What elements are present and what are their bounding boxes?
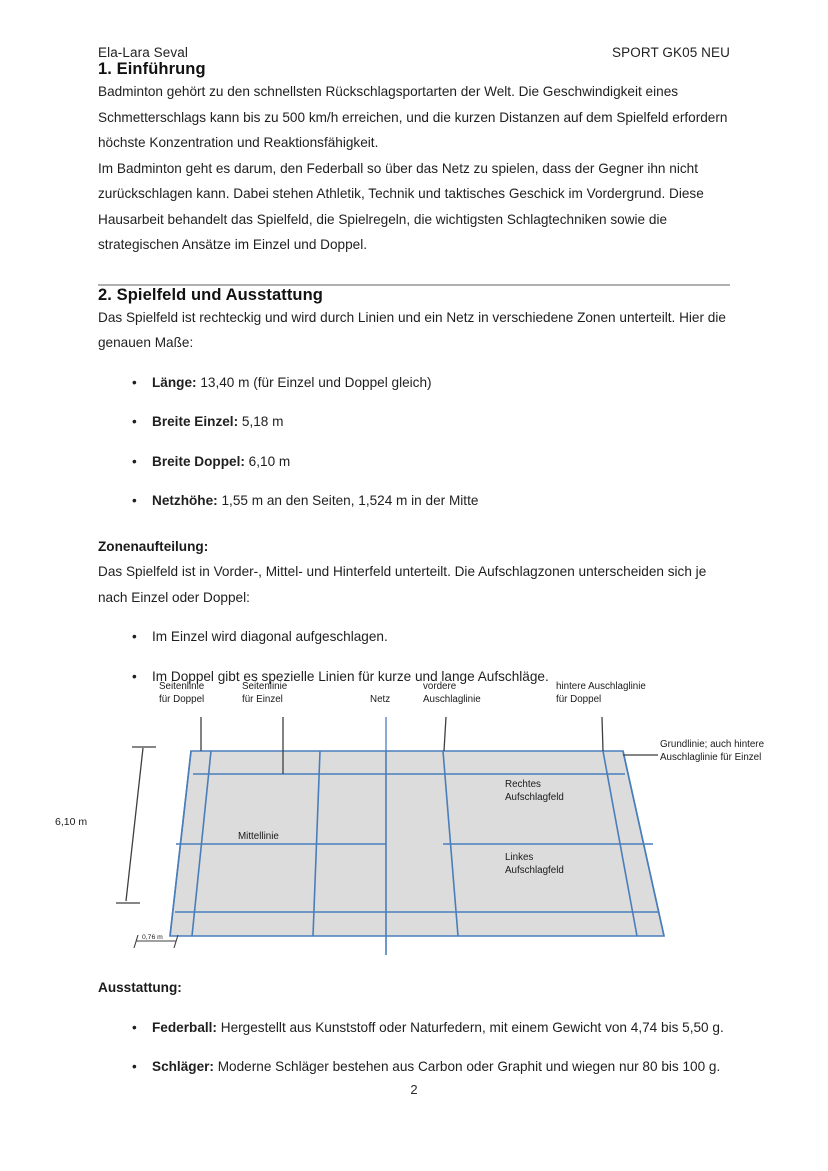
- list-item-text: Moderne Schläger bestehen aus Carbon oder Graphit und wiegen nur 80 bis 100 g.: [213, 1059, 721, 1074]
- list-item-label: Breite Einzel:: [152, 414, 239, 429]
- bullet-icon: •: [132, 453, 137, 469]
- page-content: [55, 45, 765, 1080]
- list-item-label: Schläger:: [152, 1059, 214, 1074]
- paragraph-spielfeld-intro: Das Spielfeld ist rechteckig und wird durch Linien und ein Netz in verschiedene Zonen unterteilt. Hier die genauen Maße:: [98, 309, 726, 350]
- figure-label-mittellinie: Mittellinie: [238, 831, 279, 842]
- list-item: [98, 488, 730, 514]
- badminton-court-figure: [55, 681, 765, 955]
- bullet-icon: •: [132, 1019, 137, 1035]
- list-item: [98, 1015, 730, 1041]
- paragraph-einfuehrung-2: Im Badminton geht es darum, den Federball so über das Netz zu spielen, dass der Gegner ihn nicht zurückschlagen kann. Dabei stehen Athletik, Technik und taktisches Geschick im Vordergrund. Diese Hausarbeit behandelt das Spielfeld, die Spielregeln, die wichtigsten Schlagtechniken sowie die strategischen Ansätze im Einzel und Doppel.: [98, 160, 704, 252]
- leader-line-hintere-auschlaglinie-doppel: [602, 717, 603, 751]
- list-item-text: 5,18 m: [238, 414, 284, 429]
- figure-label-grundlinie: Grundlinie; auch hintere Auschlaglinie für Einzel: [660, 739, 765, 763]
- list-item-label: Länge:: [152, 374, 197, 390]
- bullet-icon: •: [132, 1059, 137, 1074]
- paragraph-einfuehrung-1: Badminton gehört zu den schnellsten Rückschlagsportarten der Welt. Die Geschwindigkeit eines Schmetterschlags kann bis zu 500 km/h erreichen, und die kurzen Distanzen auf dem Spielfeld erfordern höchste Konzentration und Reaktionsfähigkeit.: [98, 84, 728, 150]
- list-masse: [98, 370, 730, 514]
- list-item-text: Im Doppel gibt es spezielle Linien für kurze und lange Aufschläge.: [152, 668, 549, 684]
- page-number: 2: [410, 1082, 418, 1097]
- list-zonen: [98, 624, 730, 689]
- bullet-icon: •: [132, 629, 137, 644]
- label-zonenaufteilung: Zonenaufteilung:: [98, 538, 209, 554]
- list-item-text: Hergestellt aus Kunststoff oder Naturfedern, mit einem Gewicht von 4,74 bis 5,50 g.: [216, 1019, 724, 1035]
- heading-einfuehrung: 1. Einführung: [98, 60, 206, 78]
- list-ausstattung: [98, 1015, 730, 1080]
- list-item: [98, 624, 730, 650]
- list-item: [98, 370, 730, 396]
- list-item-label: Netzhöhe:: [152, 493, 218, 508]
- bullet-icon: •: [132, 374, 137, 390]
- figure-dimension-breite: 6,10 m: [55, 816, 88, 828]
- dimension-line-breite: [126, 748, 143, 901]
- figure-label-seitenlinie-doppel: Seitenlinie für Doppel: [159, 681, 205, 705]
- paragraph-zonenaufteilung: Das Spielfeld ist in Vorder-, Mittel- und Hinterfeld unterteilt. Die Aufschlagzonen unterscheiden sich je nach Einzel oder Doppel:: [98, 564, 707, 605]
- document-header: [98, 45, 730, 60]
- list-item: [98, 449, 730, 475]
- list-item: [98, 409, 730, 435]
- list-item-text: Im Einzel wird diagonal aufgeschlagen.: [152, 629, 388, 644]
- figure-label-linkes-aufschlagfeld: Linkes Aufschlagfeld: [505, 852, 564, 876]
- figure-label-vordere-auschlaglinie: vordere Auschlaglinie: [423, 681, 481, 705]
- figure-label-seitenlinie-einzel: Seitenlinie für Einzel: [242, 681, 288, 705]
- heading-spielfeld: 2. Spielfeld und Ausstattung: [98, 285, 323, 304]
- bullet-icon: •: [132, 668, 137, 684]
- header-course: SPORT GK05 NEU: [612, 45, 730, 60]
- header-author: Ela-Lara Seval: [98, 45, 188, 60]
- leader-line-vordere-auschlaglinie: [444, 717, 446, 751]
- figure-label-netz: Netz: [370, 694, 391, 705]
- label-ausstattung: Ausstattung:: [98, 980, 182, 995]
- list-item-label: Federball:: [152, 1019, 217, 1035]
- figure-label-rechtes-aufschlagfeld: Rechtes Aufschlagfeld: [505, 779, 564, 803]
- figure-label-hintere-auschlaglinie-doppel: hintere Auschlaglinie für Doppel: [556, 681, 646, 705]
- list-item-label: Breite Doppel:: [152, 453, 245, 469]
- figure-dimension-tiefe: 0,76 m: [142, 934, 163, 941]
- list-item-text: 1,55 m an den Seiten, 1,524 m in der Mitte: [217, 493, 479, 508]
- bullet-icon: •: [132, 493, 137, 508]
- bullet-icon: •: [132, 414, 137, 429]
- list-item-text: 13,40 m (für Einzel und Doppel gleich): [196, 374, 432, 390]
- list-item: [98, 664, 730, 690]
- list-item-text: 6,10 m: [244, 453, 291, 469]
- list-item: [98, 1054, 730, 1080]
